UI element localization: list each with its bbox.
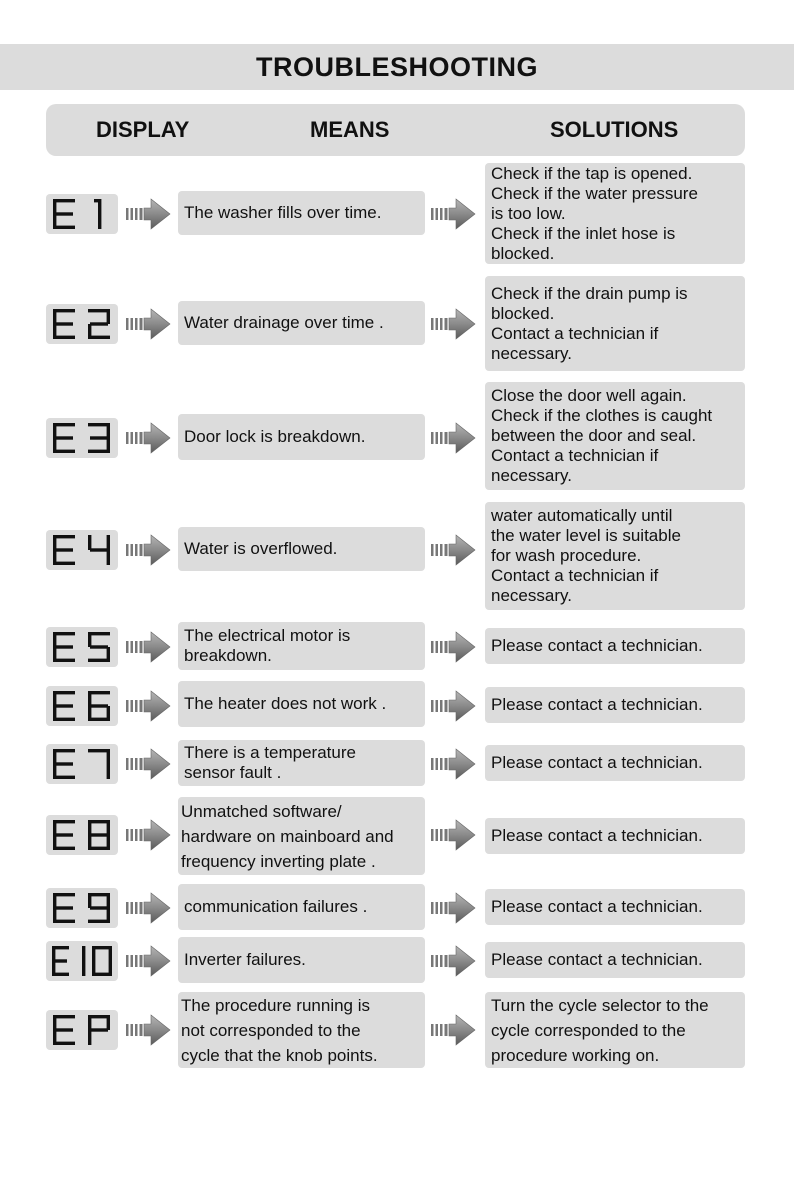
- header-means: MEANS: [310, 117, 390, 142]
- arrow-right-icon: [430, 1013, 478, 1047]
- means-text: Water is overflowed.: [184, 539, 338, 558]
- means-text: The electrical motor is breakdown.: [184, 626, 351, 665]
- error-code-display: [46, 815, 118, 855]
- error-code-display: [46, 686, 118, 726]
- error-code-display: [46, 627, 118, 667]
- means-cell: [178, 301, 425, 345]
- arrow-right-icon: [125, 818, 173, 852]
- solution-text: Please contact a technician.: [491, 753, 703, 772]
- arrow-right-icon: [430, 307, 478, 341]
- solution-text: Close the door well again. Check if the clothes is caught between the door and seal. Contact a technician if necessary.: [491, 386, 713, 485]
- solution-text: water automatically until the water level is suitable for wash procedure. Contact a technician if necessary.: [491, 506, 681, 605]
- error-code-display: [46, 744, 118, 784]
- means-cell: [178, 884, 425, 930]
- error-code-display: [46, 888, 118, 928]
- solution-cell: [485, 889, 745, 925]
- arrow-right-icon: [125, 197, 173, 231]
- arrow-right-icon: [125, 891, 173, 925]
- arrow-right-icon: [430, 944, 478, 978]
- table-header: [46, 104, 745, 156]
- means-text: The washer fills over time.: [184, 203, 382, 222]
- error-code-display: [46, 530, 118, 570]
- means-text: The procedure running is not corresponded to the cycle that the knob points.: [181, 995, 378, 1065]
- solution-cell: [485, 628, 745, 664]
- header-display: DISPLAY: [96, 117, 190, 142]
- solution-text: Check if the tap is opened. Check if the water pressure is too low. Check if the inlet hose is blocked.: [491, 163, 698, 263]
- solution-cell: [485, 992, 745, 1068]
- arrow-right-icon: [125, 630, 173, 664]
- arrow-right-icon: [430, 689, 478, 723]
- error-code-display: [46, 194, 118, 234]
- solution-cell: [485, 276, 745, 371]
- solution-text: Please contact a technician.: [491, 826, 703, 845]
- solution-cell: [485, 502, 745, 610]
- means-text: Inverter failures.: [184, 950, 306, 969]
- solution-cell: [485, 745, 745, 781]
- means-text: Door lock is breakdown.: [184, 427, 366, 446]
- arrow-right-icon: [430, 747, 478, 781]
- means-text: There is a temperature sensor fault .: [184, 743, 356, 782]
- means-cell: [178, 740, 425, 786]
- arrow-right-icon: [125, 533, 173, 567]
- arrow-right-icon: [430, 891, 478, 925]
- solution-text: Please contact a technician.: [491, 897, 703, 916]
- error-code-display: [46, 941, 118, 981]
- arrow-right-icon: [430, 421, 478, 455]
- arrow-right-icon: [125, 307, 173, 341]
- arrow-right-icon: [125, 421, 173, 455]
- arrow-right-icon: [430, 197, 478, 231]
- arrow-right-icon: [430, 630, 478, 664]
- means-cell: [178, 622, 425, 670]
- header-solutions: SOLUTIONS: [550, 117, 679, 142]
- means-cell: [178, 527, 425, 571]
- arrow-right-icon: [125, 689, 173, 723]
- solution-text: Please contact a technician.: [491, 636, 703, 655]
- means-text: The heater does not work .: [184, 694, 387, 713]
- error-code-display: [46, 418, 118, 458]
- solution-text: Please contact a technician.: [491, 950, 703, 969]
- means-text: Unmatched software/ hardware on mainboard and frequency inverting plate .: [181, 801, 394, 871]
- solution-text: Check if the drain pump is blocked. Contact a technician if necessary.: [491, 283, 688, 363]
- means-cell: [178, 797, 425, 875]
- title-bar: [0, 44, 794, 90]
- solution-text: Turn the cycle selector to the cycle corresponded to the procedure working on.: [491, 995, 709, 1065]
- arrow-right-icon: [430, 818, 478, 852]
- arrow-right-icon: [125, 944, 173, 978]
- means-cell: [178, 414, 425, 460]
- solution-text: Please contact a technician.: [491, 695, 703, 714]
- solution-cell: [485, 687, 745, 723]
- solution-cell: [485, 382, 745, 490]
- arrow-right-icon: [430, 533, 478, 567]
- error-code-display: [46, 1010, 118, 1050]
- solution-cell: [485, 942, 745, 978]
- means-text: communication failures .: [184, 897, 368, 916]
- means-text: Water drainage over time .: [184, 313, 384, 332]
- solution-cell: [485, 163, 745, 264]
- page-title: TROUBLESHOOTING: [256, 52, 538, 82]
- means-cell: [178, 992, 425, 1068]
- means-cell: [178, 191, 425, 235]
- error-code-display: [46, 304, 118, 344]
- arrow-right-icon: [125, 1013, 173, 1047]
- means-cell: [178, 681, 425, 727]
- solution-cell: [485, 818, 745, 854]
- arrow-right-icon: [125, 747, 173, 781]
- means-cell: [178, 937, 425, 983]
